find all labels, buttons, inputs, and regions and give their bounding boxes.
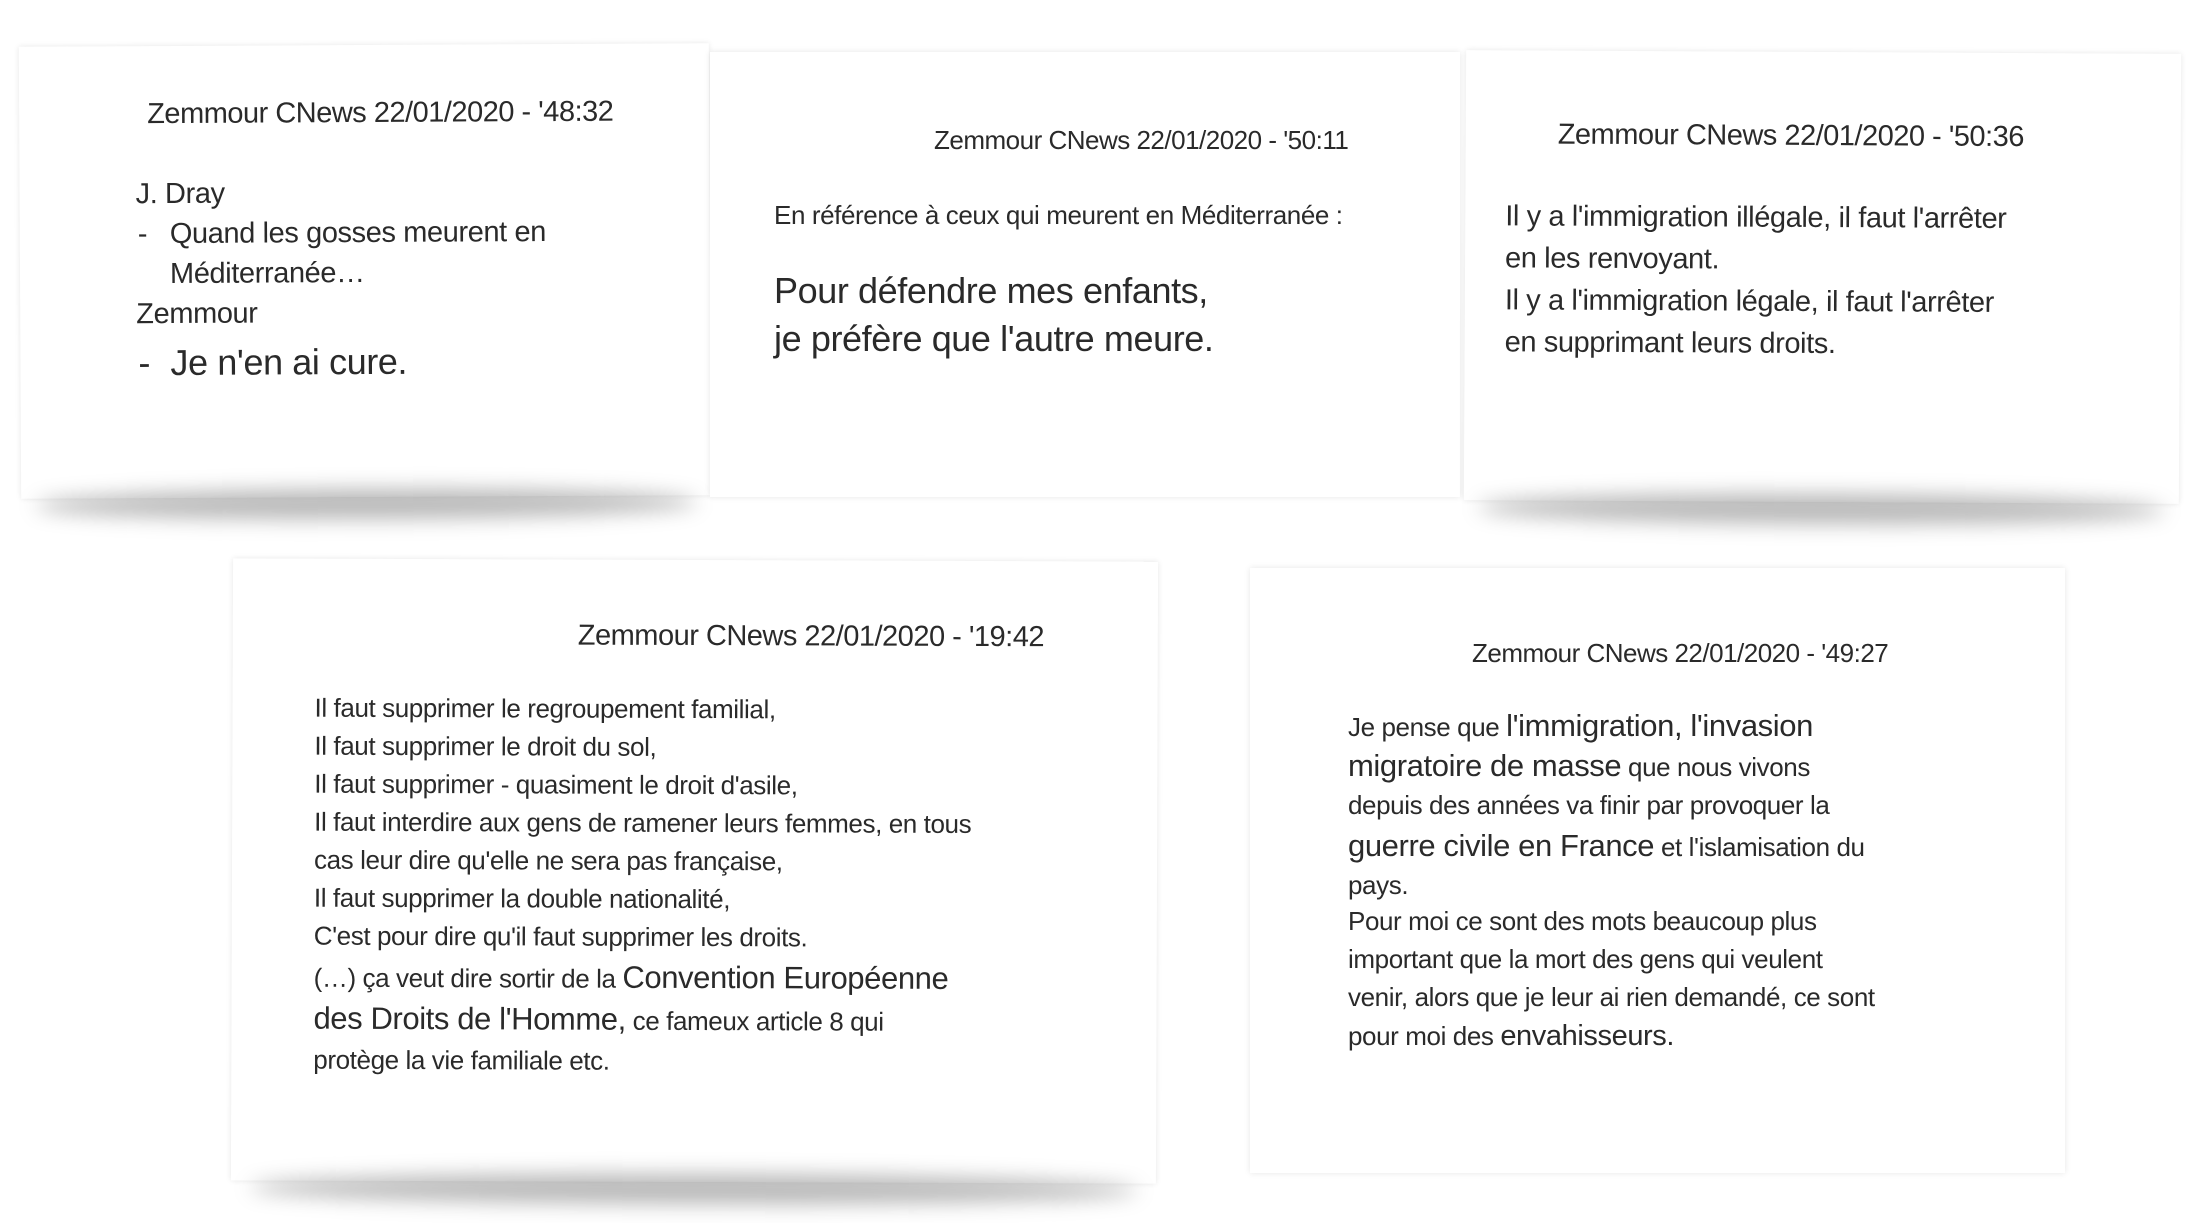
quote-line (314, 959, 949, 997)
quote-line: C'est pour dire qu'il faut supprimer les droits. (313, 920, 808, 953)
quote-line: je préfère que l'autre meure. (774, 318, 1214, 359)
quote-line: cas leur dire qu'elle ne sera pas française, (313, 844, 783, 877)
quote-line: important que la mort des gens qui veulent (1348, 944, 1823, 974)
speaker-label: Zemmour (136, 297, 258, 331)
quote-line: protège la vie familiale etc. (313, 1044, 610, 1076)
card-header: Zemmour CNews 22/01/2020 - '19:42 (577, 619, 1045, 654)
quote-text: pour moi des (1348, 1021, 1501, 1051)
context-line: En référence à ceux qui meurent en Méditerranée : (774, 200, 1343, 230)
quote-card-2 (710, 52, 1460, 497)
quote-line: Il faut interdire aux gens de ramener leurs femmes, en tous (314, 806, 972, 839)
quote-line: en les renvoyant. (1505, 242, 1720, 276)
quote-text: et l'islamisation du (1654, 832, 1865, 862)
card-header: Zemmour CNews 22/01/2020 - '50:36 (1557, 118, 2024, 154)
emphasis-text: envahisseurs. (1500, 1020, 1675, 1052)
emphasis-text: Convention Européenne (622, 959, 949, 996)
card-header: Zemmour CNews 22/01/2020 - '48:32 (147, 95, 614, 131)
quote-line: Pour défendre mes enfants, (774, 270, 1208, 311)
quote-card-1 (19, 43, 711, 499)
quote-text: (…) ça veut dire sortir de la (313, 962, 623, 994)
quote-card-5 (1250, 568, 2065, 1173)
quote-card-4 (231, 558, 1158, 1183)
quote-line: Il y a l'immigration illégale, il faut l'arrêter (1505, 200, 2007, 235)
card-header: Zemmour CNews 22/01/2020 - '50:11 (934, 125, 1349, 155)
emphasis-text: migratoire de masse (1348, 748, 1622, 783)
quote-line (1348, 748, 1810, 784)
quote-card-3 (1464, 50, 2181, 504)
quote-line: en supprimant leurs droits. (1504, 326, 1836, 361)
quote-line: Je n'en ai cure. (170, 340, 408, 384)
dash-bullet: - (137, 218, 148, 251)
quote-line: Il faut supprimer - quasiment le droit d'asile, (314, 768, 798, 801)
quote-text: que nous vivons (1621, 752, 1810, 782)
quote-line: Il faut supprimer la double nationalité, (313, 882, 731, 915)
emphasis-text: l'immigration, l'invasion (1506, 708, 1813, 743)
emphasis-text: guerre civile en France (1348, 828, 1655, 863)
quote-line: Quand les gosses meurent en (169, 216, 546, 251)
dash-bullet: - (138, 342, 151, 384)
quote-line: venir, alors que je leur ai rien demandé, ce sont (1348, 982, 1875, 1012)
quote-text: ce fameux article 8 qui (625, 1005, 884, 1037)
quote-line: Il faut supprimer le droit du sol, (314, 730, 657, 762)
quote-line: Pour moi ce sont des mots beaucoup plus (1348, 906, 1817, 936)
speaker-label: J. Dray (135, 177, 225, 211)
quote-line: pays. (1348, 870, 1409, 900)
quote-line (1348, 708, 1813, 744)
quote-line (1348, 828, 1865, 864)
quote-line (1348, 1020, 1674, 1053)
quote-line: Méditerranée… (169, 257, 365, 291)
quote-line (313, 1001, 883, 1039)
card-header: Zemmour CNews 22/01/2020 - '49:27 (1472, 638, 1889, 668)
emphasis-text: des Droits de l'Homme, (313, 1000, 626, 1037)
quote-line: Il y a l'immigration légale, il faut l'arrêter (1504, 284, 1995, 319)
quote-line: Il faut supprimer le regroupement familial, (314, 692, 776, 725)
quote-line: depuis des années va finir par provoquer la (1348, 790, 1830, 820)
quote-text: Je pense que (1348, 712, 1507, 742)
